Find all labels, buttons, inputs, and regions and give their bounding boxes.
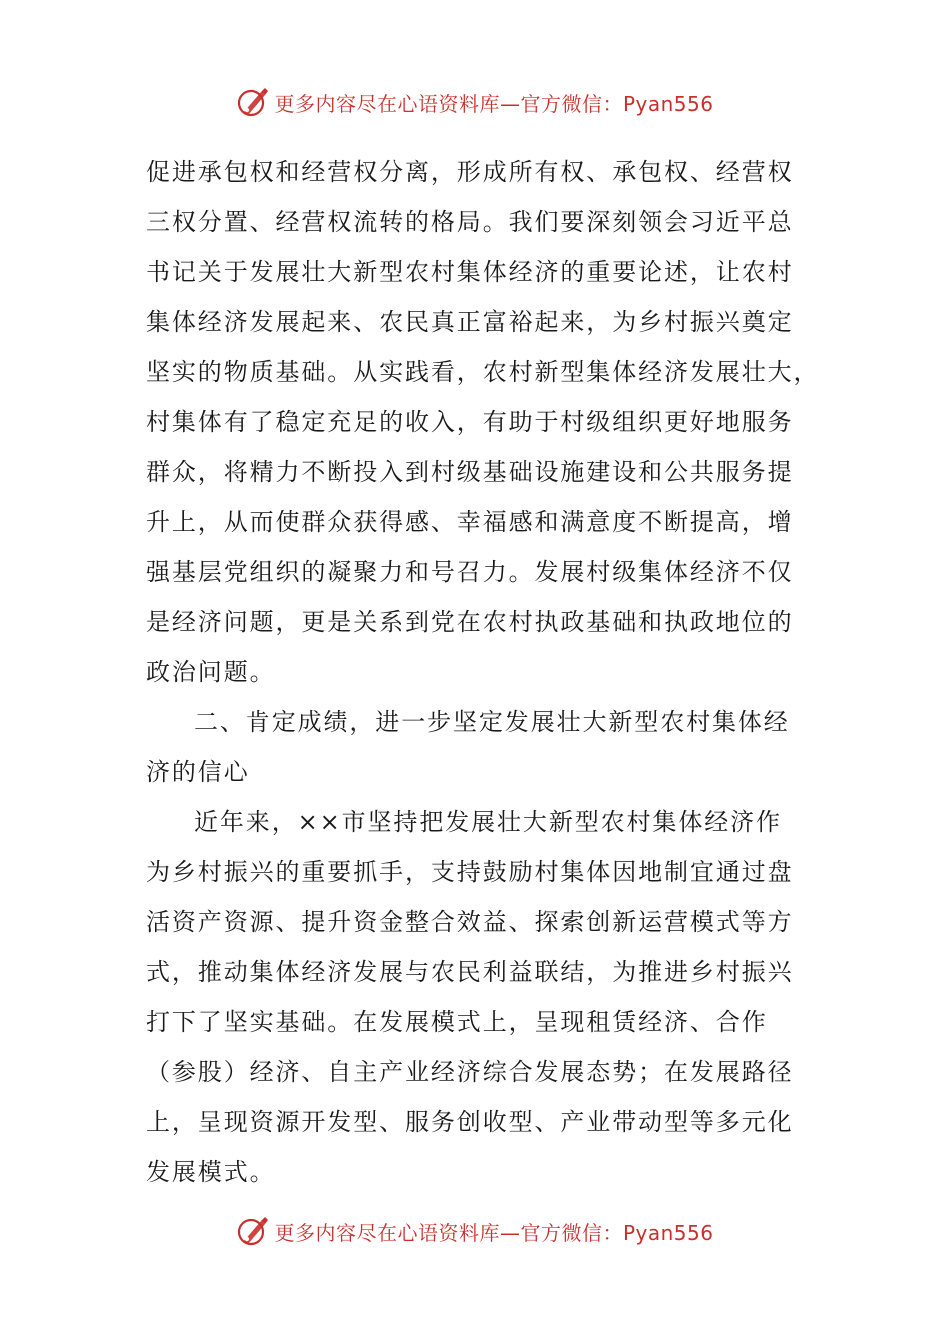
text-line: 为乡村振兴的重要抓手，支持鼓励村集体因地制宜通过盘 bbox=[146, 858, 794, 886]
footer-watermark bbox=[0, 1211, 950, 1251]
text-line: 促进承包权和经营权分离，形成所有权、承包权、经营权 bbox=[146, 158, 794, 186]
text-line: 村集体有了稳定充足的收入，有助于村级组织更好地服务 bbox=[146, 408, 794, 436]
text-line: 是经济问题，更是关系到党在农村执政基础和执政地位的 bbox=[146, 608, 794, 636]
watermark-text: 更多内容尽在心语资料库—官方微信：Pyan556 bbox=[274, 91, 714, 116]
header-watermark bbox=[0, 82, 950, 122]
text-line: 三权分置、经营权流转的格局。我们要深刻领会习近平总 bbox=[146, 208, 794, 236]
text-line: 书记关于发展壮大新型农村集体经济的重要论述，让农村 bbox=[146, 258, 794, 286]
text-line: 二、肯定成绩，进一步坚定发展壮大新型农村集体经 bbox=[194, 708, 790, 736]
text-line: 发展模式。 bbox=[146, 1158, 276, 1186]
pen-logo-icon bbox=[236, 1214, 270, 1248]
text-line: 上，呈现资源开发型、服务创收型、产业带动型等多元化 bbox=[146, 1108, 794, 1136]
pen-logo-icon bbox=[236, 85, 270, 119]
text-line: 强基层党组织的凝聚力和号召力。发展村级集体经济不仅 bbox=[146, 558, 794, 586]
text-line: 活资产资源、提升资金整合效益、探索创新运营模式等方 bbox=[146, 908, 794, 936]
text-line: 坚实的物质基础。从实践看，农村新型集体经济发展壮大， bbox=[146, 358, 820, 386]
text-line: 济的信心 bbox=[146, 758, 250, 786]
text-line: 近年来，××市坚持把发展壮大新型农村集体经济作 bbox=[194, 808, 782, 836]
text-line: 打下了坚实基础。在发展模式上，呈现租赁经济、合作 bbox=[146, 1008, 768, 1036]
watermark-text: 更多内容尽在心语资料库—官方微信：Pyan556 bbox=[274, 1220, 714, 1245]
text-line: （参股）经济、自主产业经济综合发展态势；在发展路径 bbox=[146, 1058, 794, 1086]
text-line: 政治问题。 bbox=[146, 658, 276, 686]
text-line: 群众，将精力不断投入到村级基础设施建设和公共服务提 bbox=[146, 458, 794, 486]
text-line: 升上，从而使群众获得感、幸福感和满意度不断提高，增 bbox=[146, 508, 794, 536]
text-line: 式，推动集体经济发展与农民利益联结，为推进乡村振兴 bbox=[146, 958, 794, 986]
document-body bbox=[146, 147, 820, 1197]
text-line: 集体经济发展起来、农民真正富裕起来，为乡村振兴奠定 bbox=[146, 308, 794, 336]
